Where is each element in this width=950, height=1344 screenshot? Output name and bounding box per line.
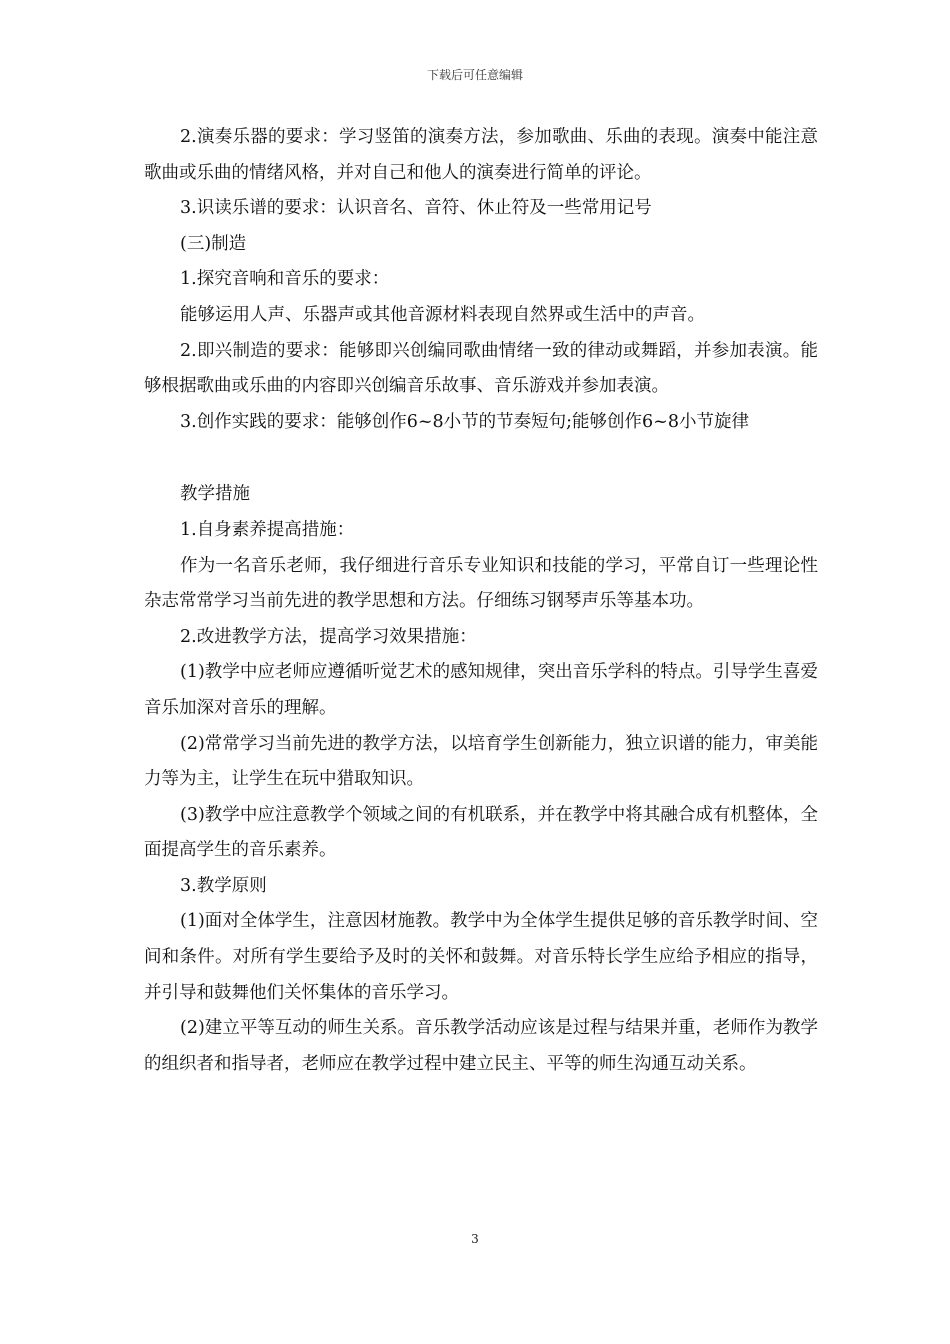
paragraph-score-reading: 3.识读乐谱的要求：认识音名、音符、休止符及一些常用记号 — [180, 198, 652, 219]
paragraph-method-1: (1)教学中应老师应遵循听觉艺术的感知规律，突出音乐学科的特点。引导学生喜爱音乐加深对音乐的理解。 — [144, 662, 818, 718]
paragraph-improvisation: 2.即兴制造的要求：能够即兴创编同歌曲情绪一致的律动或舞蹈，并参加表演。能够根据歌曲或乐曲的内容即兴创编音乐故事、音乐游戏并参加表演。 — [144, 340, 818, 397]
page-number: 3 — [471, 1232, 479, 1246]
paragraph-principles-heading: 3.教学原则 — [180, 875, 267, 896]
document-body — [144, 120, 818, 1082]
paragraph-composition-practice: 3.创作实践的要求：能够创作6~8小节的节奏短句;能够创作6~8小节旋律 — [180, 411, 749, 432]
paragraph-method-3: (3)教学中应注意教学个领域之间的有机联系，并在教学中将其融合成有机整体，全面提高学生的音乐素养。 — [144, 804, 818, 861]
paragraph-sound-exploration: 1.探究音响和音乐的要求： — [180, 269, 390, 290]
paragraph-sound-expression: 能够运用人声、乐器声或其他音源材料表现自然界或生活中的声音。 — [180, 304, 705, 325]
paragraph-self-improvement: 作为一名音乐老师，我仔细进行音乐专业知识和技能的学习，平常自订一些理论性杂志常常学习当前先进的教学思想和方法。仔细练习钢琴声乐等基本功。 — [144, 555, 818, 612]
page-header: 下载后可任意编辑 — [426, 68, 523, 82]
paragraph-principle-2: (2)建立平等互动的师生关系。音乐教学活动应该是过程与结果并重，老师作为教学的组织者和指导者，老师应在教学过程中建立民主、平等的师生沟通互动关系。 — [144, 1018, 818, 1074]
paragraph-method-2: (2)常常学习当前先进的教学方法，以培育学生创新能力，独立识谱的能力，审美能力等为主，让学生在玩中猎取知识。 — [144, 733, 818, 790]
section-heading-creation: (三)制造 — [180, 233, 247, 254]
paragraph-self-improvement-heading: 1.自身素养提高措施： — [180, 519, 355, 540]
section-heading-teaching-measures: 教学措施 — [180, 484, 250, 505]
section-spacer — [144, 440, 818, 477]
paragraph-instrument-requirements: 2.演奏乐器的要求：学习竖笛的演奏方法，参加歌曲、乐曲的表现。演奏中能注意歌曲或乐曲的情绪风格，并对自己和他人的演奏进行简单的评论。 — [144, 127, 818, 183]
paragraph-method-improvement-heading: 2.改进教学方法，提高学习效果措施： — [180, 626, 477, 647]
paragraph-principle-1: (1)面对全体学生，注意因材施教。教学中为全体学生提供足够的音乐教学时间、空间和条件。对所有学生要给予及时的关怀和鼓舞。对音乐特长学生应给予相应的指导，并引导和鼓舞他们关怀集体的音乐学习。 — [144, 911, 818, 1003]
